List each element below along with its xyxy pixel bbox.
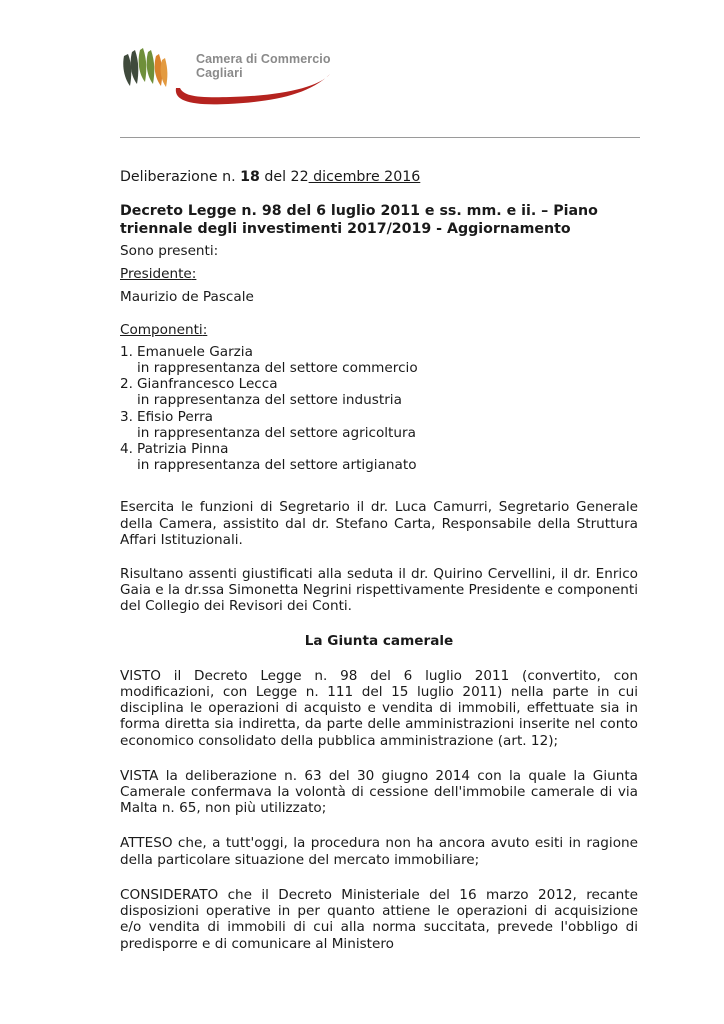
- atteso-paragraph: ATTESO che, a tutt'oggi, la procedura non ha ancora avuto esiti in ragione della particolare situazione del mercato immobiliare;: [120, 835, 638, 868]
- considerato-paragraph: CONSIDERATO che il Decreto Ministeriale del 16 marzo 2012, recante disposizioni operative in per quanto attiene le operazioni di acquisizione e/o vendita di immobili di cui alla norma succitata, prevede l'obbligo di predisporre e di comunicare al Ministero: [120, 886, 638, 952]
- components-label-line: [120, 322, 638, 338]
- list-item: [120, 376, 638, 408]
- document-title: Decreto Legge n. 98 del 6 luglio 2011 e ss. mm. e ii. – Piano triennale degli investimenti 2017/2019 - Aggiornamento: [120, 203, 598, 237]
- member-name: Gianfrancesco Lecca: [137, 376, 278, 393]
- giunta-heading: La Giunta camerale: [304, 632, 454, 649]
- member-role: in rappresentanza del settore commercio: [137, 360, 418, 377]
- components-label: Componenti: [120, 321, 203, 338]
- president-name: Maurizio de Pascale: [120, 289, 254, 306]
- absent-paragraph: Risultano assenti giustificati alla seduta il dr. Quirino Cervellini, il dr. Enrico Gaia e la dr.ssa Simonetta Negrini rispettivamente Presidente e componenti del Collegio dei Revisori dei Conti.: [120, 566, 638, 615]
- president-label-line: [120, 266, 638, 282]
- deliberation-line: [120, 168, 638, 186]
- member-number: 3.: [120, 408, 133, 425]
- list-item: [120, 344, 638, 376]
- chamber-logo: [118, 44, 338, 110]
- member-number: 1.: [120, 343, 133, 360]
- logo-text: [196, 52, 331, 80]
- header-divider: [120, 137, 640, 138]
- deliberation-prefix: Deliberazione n.: [120, 169, 241, 185]
- list-item: [120, 441, 638, 473]
- member-name: Patrizia Pinna: [137, 441, 229, 458]
- member-name: Emanuele Garzia: [137, 343, 253, 360]
- member-number: 4.: [120, 441, 133, 458]
- visto-paragraph: VISTO il Decreto Legge n. 98 del 6 luglio 2011 (convertito, con modificazioni, con Legge n. 111 del 15 luglio 2011) nella parte in cui disciplina le operazioni di acquisto e vendita di immobili, effettuate sia in forma diretta sia indiretta, da parte delle amministrazioni inserite nel conto economico consolidato della pubblica amministrazione (art. 12);: [120, 667, 638, 749]
- members-list: [120, 344, 638, 474]
- president-label: Presidente: [120, 266, 192, 283]
- member-number: 2.: [120, 376, 133, 393]
- secretary-paragraph: Esercita le funzioni di Segretario il dr. Luca Camurri, Segretario Generale della Camera, assistito dal dr. Stefano Carta, Responsabile della Struttura Affari Istituzionali.: [120, 499, 638, 548]
- vista-paragraph: VISTA la deliberazione n. 63 del 30 giugno 2014 con la quale la Giunta Camerale confermava la volontà di cessione dell'immobile camerale di via Malta n. 65, non più utilizzato;: [120, 767, 638, 817]
- member-role: in rappresentanza del settore industria: [137, 392, 402, 409]
- deliberation-number: 18: [240, 169, 260, 185]
- present-label: Sono presenti:: [120, 243, 219, 259]
- list-item: [120, 409, 638, 441]
- member-role: in rappresentanza del settore artigianato: [137, 457, 417, 474]
- logo-line-1: Camera di Commercio: [196, 52, 331, 66]
- member-role: in rappresentanza del settore agricoltura: [137, 424, 416, 441]
- deliberation-date: dicembre 2016: [308, 169, 421, 185]
- logo-line-2: Cagliari: [196, 66, 243, 80]
- document-body: [120, 168, 638, 952]
- deliberation-middle: del 22: [259, 169, 309, 185]
- president-colon: :: [191, 266, 197, 283]
- member-name: Efisio Perra: [137, 408, 213, 425]
- components-colon: :: [202, 321, 208, 338]
